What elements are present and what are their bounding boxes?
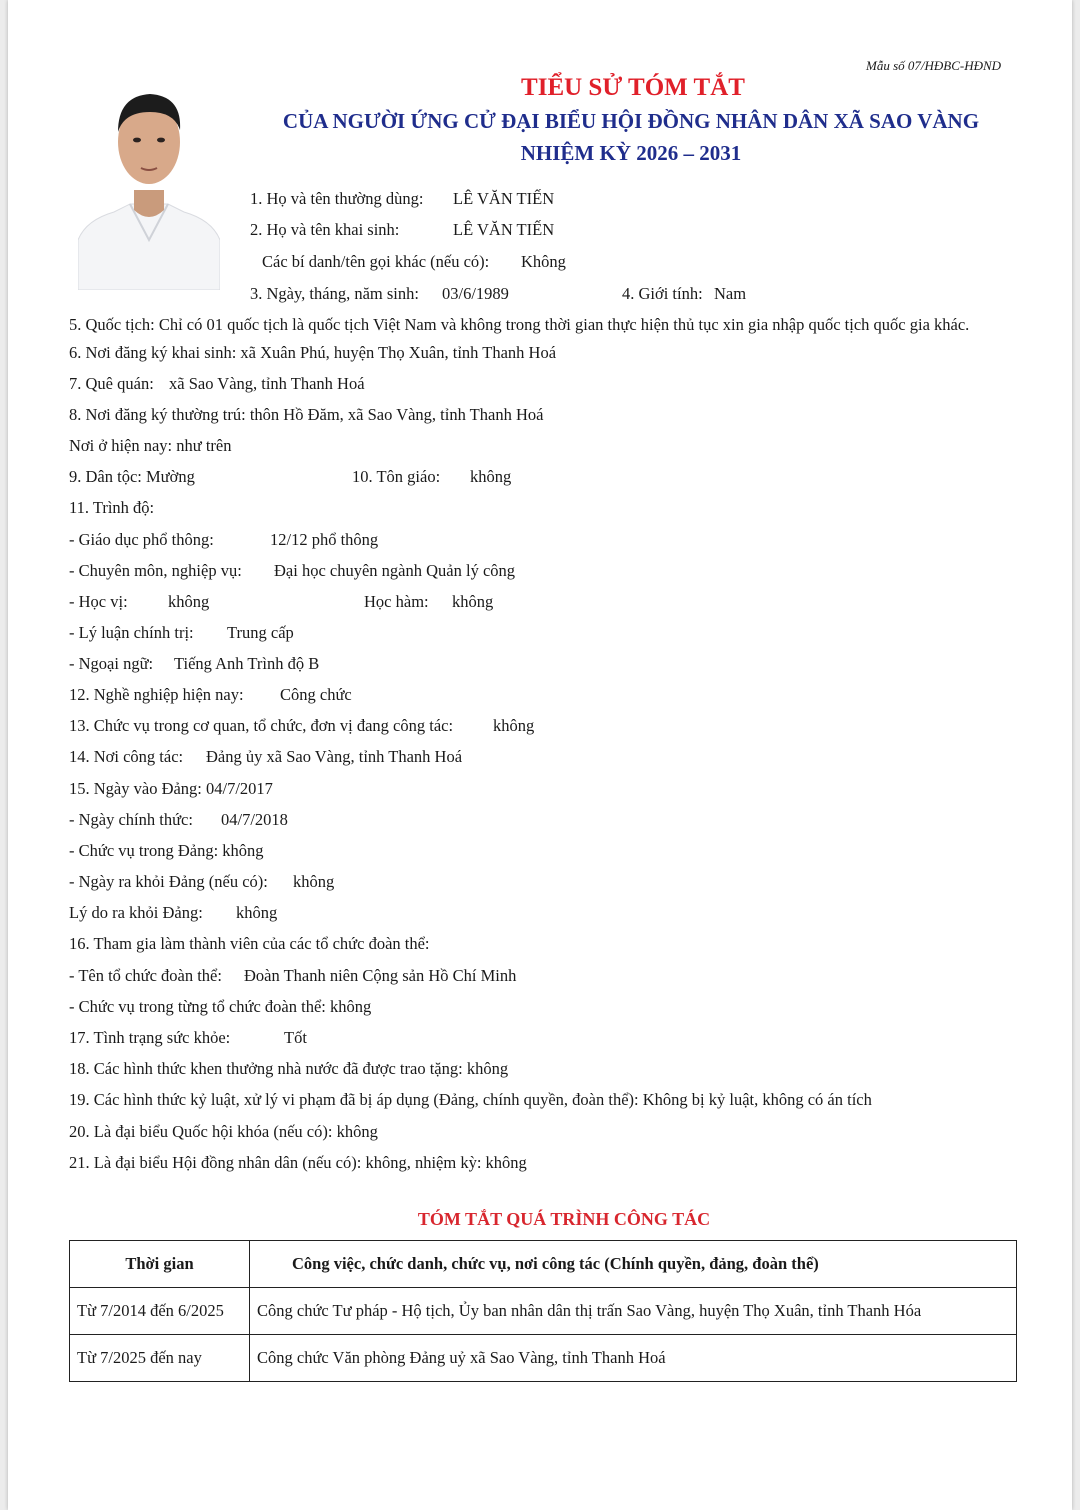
table-header-row bbox=[70, 1241, 1017, 1288]
ethnicity-line: 9. Dân tộc: Mường bbox=[69, 467, 195, 486]
political-theory-value: Trung cấp bbox=[227, 623, 294, 642]
dob-value: 03/6/1989 bbox=[442, 284, 509, 303]
birthplace-line: 6. Nơi đăng ký khai sinh: xã Xuân Phú, huyện Thọ Xuân, tỉnh Thanh Hoá bbox=[69, 343, 557, 362]
portrait-photo bbox=[78, 72, 220, 290]
common-name-label: 1. Họ và tên thường dùng: bbox=[250, 189, 424, 208]
pc-delegate-line: 21. Là đại biểu Hội đồng nhân dân (nếu có): không, nhiệm kỳ: không bbox=[69, 1153, 527, 1172]
organization-name-label: - Tên tổ chức đoàn thể: bbox=[69, 966, 222, 985]
degree-label: - Học vị: bbox=[69, 592, 128, 611]
specialty-value: Đại học chuyên ngành Quản lý công bbox=[274, 561, 516, 580]
political-theory-label: - Lý luận chính trị: bbox=[69, 623, 194, 642]
language-value: Tiếng Anh Trình độ B bbox=[174, 654, 320, 673]
workplace-value: Đảng ủy xã Sao Vàng, tỉnh Thanh Hoá bbox=[206, 747, 463, 766]
birth-name-value: LÊ VĂN TIẾN bbox=[453, 220, 555, 239]
party-position-line: - Chức vụ trong Đảng: không bbox=[69, 841, 264, 860]
party-join-line: 15. Ngày vào Đảng: 04/7/2017 bbox=[69, 779, 273, 798]
current-residence-line: Nơi ở hiện nay: như trên bbox=[69, 436, 232, 455]
party-official-label: - Ngày chính thức: bbox=[69, 810, 193, 829]
row-description: Công chức Tư pháp - Hộ tịch, Ủy ban nhân dân thị trấn Sao Vàng, huyện Thọ Xuân, tỉnh Thanh Hóa bbox=[250, 1288, 1017, 1335]
birth-name-label: 2. Họ và tên khai sinh: bbox=[250, 220, 400, 239]
table-row bbox=[70, 1335, 1017, 1382]
row-period: Từ 7/2025 đến nay bbox=[70, 1335, 250, 1382]
party-leave-reason-value: không bbox=[236, 903, 278, 922]
term-subtitle: NHIỆM KỲ 2026 – 2031 bbox=[520, 141, 742, 165]
education-heading: 11. Trình độ: bbox=[69, 498, 155, 517]
party-leave-value: không bbox=[293, 872, 335, 891]
organization-role-line: - Chức vụ trong từng tổ chức đoàn thể: không bbox=[69, 997, 372, 1016]
work-history-title: TÓM TẮT QUÁ TRÌNH CÔNG TÁC bbox=[417, 1209, 711, 1229]
general-education-label: - Giáo dục phổ thông: bbox=[69, 530, 214, 549]
dob-label: 3. Ngày, tháng, năm sinh: bbox=[250, 284, 419, 303]
residence-line: 8. Nơi đăng ký thường trú: thôn Hồ Đăm, xã Sao Vàng, tỉnh Thanh Hoá bbox=[69, 405, 544, 424]
nationality-line: 5. Quốc tịch: Chỉ có 01 quốc tịch là quốc tịch Việt Nam và không trong thời gian thực hiện thủ tục xin gia nhập quốc tịch quốc gia khác. bbox=[69, 315, 970, 334]
specialty-label: - Chuyên môn, nghiệp vụ: bbox=[69, 561, 242, 580]
religion-value: không bbox=[470, 467, 512, 486]
party-leave-label: - Ngày ra khỏi Đảng (nếu có): bbox=[69, 872, 268, 891]
document-page bbox=[8, 0, 1072, 1510]
religion-label: 10. Tôn giáo: bbox=[352, 467, 441, 486]
hometown-label: 7. Quê quán: bbox=[69, 374, 154, 393]
party-leave-reason-label: Lý do ra khỏi Đảng: bbox=[69, 903, 203, 922]
organization-name-value: Đoàn Thanh niên Cộng sản Hồ Chí Minh bbox=[244, 966, 517, 985]
position-label: 13. Chức vụ trong cơ quan, tổ chức, đơn vị đang công tác: bbox=[69, 716, 454, 735]
header-period: Thời gian bbox=[70, 1241, 250, 1288]
alias-value: Không bbox=[521, 252, 566, 271]
row-period: Từ 7/2014 đến 6/2025 bbox=[70, 1288, 250, 1335]
title-rank-value: không bbox=[452, 592, 494, 611]
document-title: TIỂU SỬ TÓM TẮT bbox=[521, 74, 745, 101]
health-value: Tốt bbox=[284, 1028, 307, 1047]
row-description: Công chức Văn phòng Đảng uỷ xã Sao Vàng, tỉnh Thanh Hoá bbox=[250, 1335, 1017, 1382]
workplace-label: 14. Nơi công tác: bbox=[69, 747, 184, 766]
organizations-heading: 16. Tham gia làm thành viên của các tổ chức đoàn thể: bbox=[69, 934, 430, 953]
position-value: không bbox=[493, 716, 535, 735]
header-description: Công việc, chức danh, chức vụ, nơi công tác (Chính quyền, đảng, đoàn thể) bbox=[250, 1241, 1017, 1288]
work-history-table bbox=[69, 1240, 1017, 1382]
awards-line: 18. Các hình thức khen thưởng nhà nước đã được trao tặng: không bbox=[69, 1059, 509, 1078]
common-name-value: LÊ VĂN TIẾN bbox=[453, 189, 555, 208]
gender-label: 4. Giới tính: bbox=[622, 284, 703, 303]
document-subtitle: CỦA NGƯỜI ỨNG CỬ ĐẠI BIỂU HỘI ĐỒNG NHÂN DÂN XÃ SAO VÀNG bbox=[282, 109, 980, 133]
occupation-value: Công chức bbox=[280, 685, 352, 704]
table-row bbox=[70, 1288, 1017, 1335]
gender-value: Nam bbox=[714, 284, 747, 303]
general-education-value: 12/12 phổ thông bbox=[270, 530, 379, 549]
title-rank-label: Học hàm: bbox=[364, 592, 429, 611]
degree-value: không bbox=[168, 592, 210, 611]
health-label: 17. Tình trạng sức khỏe: bbox=[69, 1028, 231, 1047]
na-delegate-line: 20. Là đại biểu Quốc hội khóa (nếu có): không bbox=[69, 1122, 378, 1141]
alias-label: Các bí danh/tên gọi khác (nếu có): bbox=[262, 252, 490, 271]
occupation-label: 12. Nghề nghiệp hiện nay: bbox=[69, 685, 244, 704]
form-number: Mẫu số 07/HĐBC-HĐND bbox=[866, 58, 1002, 73]
language-label: - Ngoại ngữ: bbox=[69, 654, 154, 673]
discipline-line: 19. Các hình thức kỷ luật, xử lý vi phạm đã bị áp dụng (Đảng, chính quyền, đoàn thể): Không bị kỷ luật, không có án tích bbox=[69, 1090, 872, 1109]
party-official-value: 04/7/2018 bbox=[221, 810, 288, 829]
hometown-value: xã Sao Vàng, tỉnh Thanh Hoá bbox=[169, 374, 365, 393]
